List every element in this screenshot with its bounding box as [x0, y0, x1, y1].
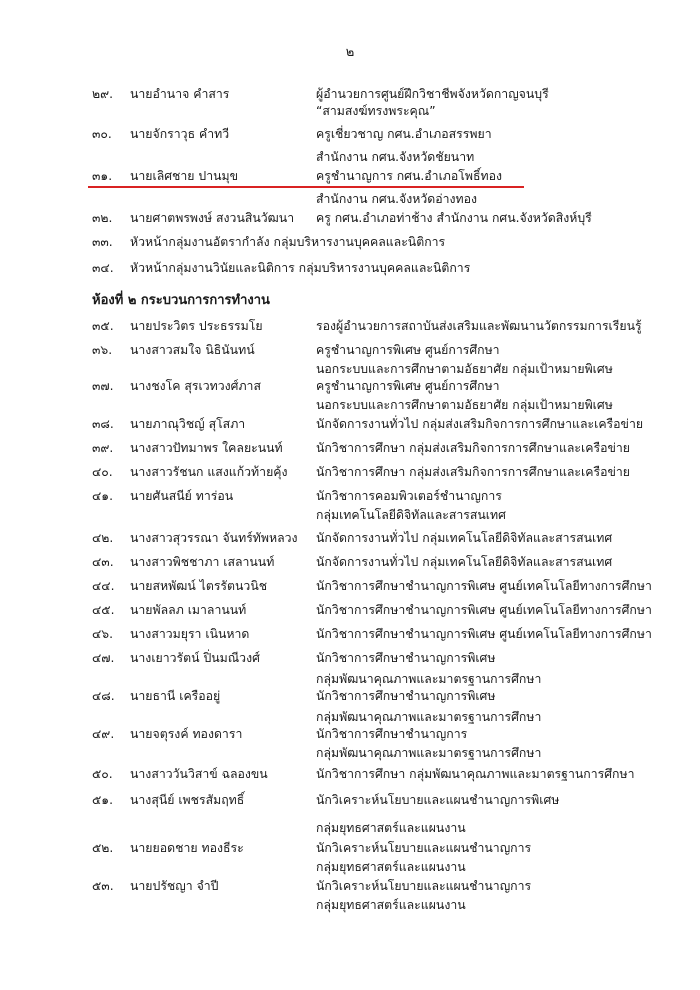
list-item [0, 127, 700, 164]
item-number: ๔๗. [92, 651, 115, 665]
position-line: กลุ่มยุทธศาสตร์และแผนงาน [316, 860, 466, 874]
position-line: นักวิชาการศึกษาชำนาญการพิเศษ ศูนย์เทคโนโลยีทางการศึกษา [316, 579, 652, 593]
position-line: นักวิชาการศึกษาชำนาญการพิเศษ [316, 651, 496, 665]
position-line: ครูชำนาญการ กศน.อำเภอโพธิ์ทอง [316, 169, 502, 183]
person-name: นายสหพัฒน์ ไตรรัตนวนิช [130, 579, 268, 593]
person-name: นายธานี เครืออยู่ [130, 689, 221, 703]
list-item [0, 689, 700, 724]
position-line: นักจัดการงานทั่วไป กลุ่มส่งเสริมกิจการการศึกษาและเครือข่าย [316, 417, 644, 431]
item-number: ๔๑. [92, 489, 114, 503]
item-text: หัวหน้ากลุ่มงานวินัยและนิติการ กลุ่มบริหารงานบุคคลและนิติการ [130, 261, 471, 275]
item-number: ๔๘. [92, 689, 115, 703]
list-item [0, 879, 700, 912]
list-item [0, 556, 700, 572]
list-item [0, 212, 700, 228]
person-name: นางสาวมยุรา เนินหาด [130, 627, 250, 641]
person-name: นายศันสนีย์ ทาร่อน [130, 489, 234, 503]
position-line: นักวิชาการศึกษา กลุ่มส่งเสริมกิจการการศึกษาและเครือข่าย [316, 441, 630, 455]
list-item [0, 442, 700, 458]
person-name: นายปรัชญา จำปี [130, 879, 219, 893]
position-line: นักวิเคราะห์นโยบายและแผนชำนาญการ [316, 879, 532, 893]
item-number: ๔๓. [92, 555, 114, 569]
list-item [0, 727, 700, 760]
item-number: ๕๓. [92, 879, 114, 893]
position-line: ครูชำนาญการพิเศษ ศูนย์การศึกษา [316, 343, 500, 357]
list-item [0, 580, 700, 596]
item-number: ๔๙. [92, 727, 115, 741]
list-item [0, 343, 700, 376]
item-number: ๓๐. [92, 127, 112, 141]
item-number: ๕๒. [92, 841, 114, 855]
item-number: ๔๕. [92, 603, 115, 617]
item-number: ๓๙. [92, 441, 114, 455]
position-line: กลุ่มพัฒนาคุณภาพและมาตรฐานการศึกษา [316, 710, 542, 724]
list-item [0, 489, 700, 522]
item-number: ๕๐. [92, 767, 113, 781]
section-title: ห้องที่ ๒ กระบวนการการทำงาน [92, 293, 270, 308]
page-number: ๒ [345, 45, 355, 60]
position-line: นักวิเคราะห์นโยบายและแผนชำนาญการ [316, 841, 532, 855]
item-number: ๓๕. [92, 319, 114, 333]
position-line: ครูชำนาญการพิเศษ ศูนย์การศึกษา [316, 379, 500, 393]
item-number: ๓๘. [92, 417, 114, 431]
position-line: นักวิชาการศึกษา กลุ่มส่งเสริมกิจการการศึกษาและเครือข่าย [316, 465, 630, 479]
list-item [0, 604, 700, 620]
item-number: ๔๔. [92, 579, 115, 593]
person-name: นายพัลลภ เมาลานนท์ [130, 603, 247, 617]
position-line: กลุ่มพัฒนาคุณภาพและมาตรฐานการศึกษา [316, 672, 542, 686]
person-name: นายประวิตร ประธรรมโย [130, 319, 263, 333]
position-line: ครูเชี่ยวชาญ กศน.อำเภอสรรพยา [316, 127, 492, 141]
item-number: ๕๑. [92, 793, 114, 807]
position-line: กลุ่มพัฒนาคุณภาพและมาตรฐานการศึกษา [316, 746, 542, 760]
position-line: นักวิชาการศึกษาชำนาญการพิเศษ [316, 689, 496, 703]
person-name: นายจตุรงค์ ทองดารา [130, 727, 243, 741]
position-line: ครู กศน.อำเภอท่าช้าง สำนักงาน กศน.จังหวัดสิงห์บุรี [316, 211, 592, 225]
position-line: นักจัดการงานทั่วไป กลุ่มเทคโนโลยีดิจิทัลและสารสนเทศ [316, 531, 613, 545]
person-name: นายจักราวุธ คำทวี [130, 127, 230, 141]
person-name: นางสาวสุวรรณา จันทร์ทัพหลวง [130, 531, 298, 545]
person-name: นางสาวรัชนก แสงแก้วท้ายคุ้ง [130, 465, 288, 479]
position-line: นักวิชาการศึกษา กลุ่มพัฒนาคุณภาพและมาตรฐานการศึกษา [316, 767, 635, 781]
item-number: ๓๖. [92, 343, 113, 357]
position-line: รองผู้อำนวยการสถาบันส่งเสริมและพัฒนานวัตกรรมการเรียนรู้ [316, 319, 642, 333]
position-line: นักวิชาการศึกษาชำนาญการ [316, 727, 468, 741]
person-name: นางเยาวรัตน์ ปิ่นมณีวงศ์ [130, 651, 260, 665]
person-name: นางสุนีย์ เพชรสัมฤทธิ์ [130, 793, 245, 807]
list-item [0, 262, 700, 278]
position-line: “สามสงฆ์ทรงพระคุณ” [316, 104, 436, 118]
item-number: ๓๓. [92, 235, 113, 249]
list-item [0, 320, 700, 336]
person-name: นายภาณุวิชญ์ สุโสภา [130, 417, 246, 431]
person-name: นายยอดชาย ทองธีระ [130, 841, 244, 855]
list-item [0, 466, 700, 482]
person-name: นางสาวสมใจ นิธินันทน์ [130, 343, 255, 357]
position-line: กลุ่มยุทธศาสตร์และแผนงาน [316, 898, 466, 912]
red-underline [88, 186, 524, 188]
item-number: ๓๔. [92, 261, 114, 275]
item-number: ๔๖. [92, 627, 114, 641]
item-number: ๓๑. [92, 169, 113, 183]
list-item [0, 768, 700, 784]
item-text: หัวหน้ากลุ่มงานอัตรากำลัง กลุ่มบริหารงานบุคคลและนิติการ [130, 235, 446, 249]
item-number: ๓๗. [92, 379, 114, 393]
person-name: นางชงโค สุรเวทวงศ์ภาส [130, 379, 261, 393]
position-line: นักวิเคราะห์นโยบายและแผนชำนาญการพิเศษ [316, 793, 560, 807]
list-item [0, 532, 700, 548]
list-item [0, 628, 700, 644]
list-item [0, 841, 700, 874]
position-line: สำนักงาน กศน.จังหวัดชัยนาท [316, 150, 475, 164]
person-name: นางสาวพิชชาภา เสลานนท์ [130, 555, 275, 569]
list-item [0, 418, 700, 434]
position-line: นักวิชาการคอมพิวเตอร์ชำนาญการ [316, 489, 502, 503]
position-line: ผู้อำนวยการศูนย์ฝึกวิชาชีพจังหวัดกาญจนบุรี [316, 87, 549, 101]
person-name: นายอำนาจ คำสาร [130, 87, 230, 101]
position-line: กลุ่มเทคโนโลยีดิจิทัลและสารสนเทศ [316, 508, 506, 522]
item-number: ๒๙. [92, 87, 114, 101]
position-line: นักวิชาการศึกษาชำนาญการพิเศษ ศูนย์เทคโนโลยีทางการศึกษา [316, 627, 652, 641]
list-item [0, 793, 700, 835]
position-line: สำนักงาน กศน.จังหวัดอ่างทอง [316, 192, 478, 206]
position-line: นอกระบบและการศึกษาตามอัธยาศัย กลุ่มเป้าหมายพิเศษ [316, 398, 613, 412]
item-number: ๔๐. [92, 465, 113, 479]
person-name: นายเลิศชาย ปานมุข [130, 169, 239, 183]
list-item [0, 236, 700, 252]
position-line: นักจัดการงานทั่วไป กลุ่มเทคโนโลยีดิจิทัลและสารสนเทศ [316, 555, 613, 569]
list-item [0, 379, 700, 412]
item-number: ๔๒. [92, 531, 114, 545]
position-line: นักวิชาการศึกษาชำนาญการพิเศษ ศูนย์เทคโนโลยีทางการศึกษา [316, 603, 652, 617]
person-name: นางสาววันวิสาข์ ฉลองขน [130, 767, 268, 781]
person-name: นายศาตพรพงษ์ สงวนสินวัฒนา [130, 211, 295, 225]
position-line: กลุ่มยุทธศาสตร์และแผนงาน [316, 821, 466, 835]
list-item [0, 87, 700, 118]
person-name: นางสาวปัทมาพร ใคลยะนนท์ [130, 441, 283, 455]
list-item [0, 651, 700, 686]
item-number: ๓๒. [92, 211, 113, 225]
position-line: นอกระบบและการศึกษาตามอัธยาศัย กลุ่มเป้าหมายพิเศษ [316, 362, 613, 376]
list-item-highlighted [0, 169, 700, 206]
